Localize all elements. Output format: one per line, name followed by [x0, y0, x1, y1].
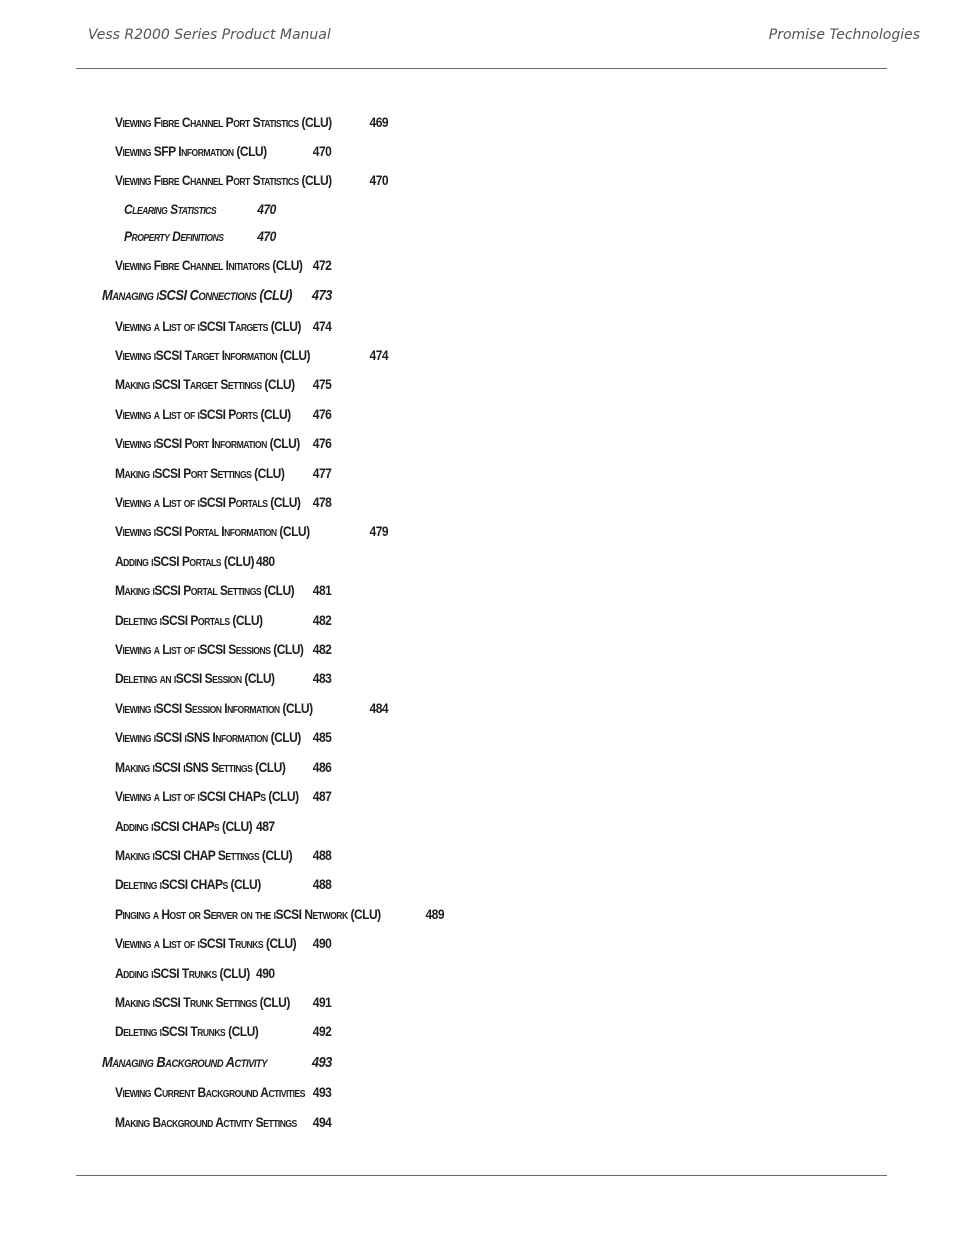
toc-entry-page: 475: [312, 376, 332, 392]
toc-entry[interactable]: [115, 1023, 332, 1039]
toc-entry-title: Adding iSCSI Portals (CLU): [115, 553, 255, 569]
toc-entry-page: 490: [256, 965, 275, 981]
toc-entry-page: 484: [369, 700, 389, 716]
running-header-title: Vess R2000 Series Product Manual: [88, 27, 331, 43]
toc-entry-title: Deleting iSCSI CHAPs (CLU): [115, 876, 261, 892]
toc-entry[interactable]: [115, 847, 332, 863]
toc-entry[interactable]: [115, 465, 332, 481]
toc-entry[interactable]: [115, 788, 332, 804]
toc-entry-title: Viewing iSCSI Session Information (CLU): [115, 700, 313, 716]
toc-entry[interactable]: [115, 876, 332, 892]
toc-entry-title: Adding iSCSI Trunks (CLU): [115, 965, 250, 981]
toc-entry-page: 479: [369, 523, 389, 539]
toc-entry[interactable]: [124, 228, 276, 244]
toc-entry-title: Viewing iSCSI Target Information (CLU): [115, 347, 311, 363]
toc-entry-page: 476: [312, 435, 332, 451]
toc-entry-page: 492: [312, 1023, 332, 1039]
toc-entry-title: Viewing a List of iSCSI CHAPs (CLU): [115, 788, 299, 804]
toc-entry[interactable]: [115, 641, 332, 657]
toc-entry-page: 485: [312, 729, 332, 745]
toc-entry-page: 481: [312, 582, 332, 598]
toc-entry-page: 488: [312, 847, 332, 863]
toc-entry-page: 477: [312, 465, 332, 481]
toc-entry-title: Making iSCSI iSNS Settings (CLU): [115, 759, 286, 775]
toc-entry-page: 470: [257, 201, 276, 217]
toc-entry-page: 473: [311, 287, 332, 304]
toc-entry-page: 491: [312, 994, 332, 1010]
toc-entry-title: Making iSCSI Target Settings (CLU): [115, 376, 295, 392]
toc-entry[interactable]: [115, 1114, 332, 1130]
toc-entry-page: 487: [312, 788, 332, 804]
toc-entry[interactable]: [115, 318, 332, 334]
toc-entry-title: Viewing a List of iSCSI Ports (CLU): [115, 406, 291, 422]
toc-entry-title: Viewing Fibre Channel Port Statistics (CLU): [115, 172, 332, 188]
toc-entry[interactable]: [115, 376, 332, 392]
toc-entry-page: 470: [312, 143, 332, 159]
toc-entry-page: 482: [312, 641, 332, 657]
toc-entry-title: Making Background Activity Settings: [115, 1114, 297, 1130]
toc-entry-page: 478: [312, 494, 332, 510]
toc-entry-page: 472: [312, 257, 332, 273]
toc-entry-title: Making iSCSI CHAP Settings (CLU): [115, 847, 293, 863]
running-header-company: Promise Technologies: [768, 27, 920, 43]
toc-entry-title: Deleting iSCSI Trunks (CLU): [115, 1023, 259, 1039]
toc-entry-title: Adding iSCSI CHAPs (CLU): [115, 818, 253, 834]
toc-entry-page: 493: [311, 1054, 332, 1071]
toc-entry-page: 480: [256, 553, 275, 569]
toc-entry-title: Property Definitions: [124, 228, 224, 244]
toc-entry-title: Viewing a List of iSCSI Targets (CLU): [115, 318, 301, 334]
toc-entry-title: Viewing SFP Information (CLU): [115, 143, 267, 159]
toc-entry[interactable]: [115, 582, 332, 598]
toc-entry-page: 489: [425, 906, 445, 922]
toc-entry-page: 482: [312, 612, 332, 628]
toc-entry[interactable]: [115, 935, 332, 951]
toc-entry-page: 474: [312, 318, 332, 334]
toc-entry-title: Viewing a List of iSCSI Trunks (CLU): [115, 935, 297, 951]
toc-entry[interactable]: [102, 287, 332, 304]
toc-entry[interactable]: [115, 406, 332, 422]
toc-entry[interactable]: [115, 435, 332, 451]
toc-entry[interactable]: [115, 553, 275, 569]
toc-entry-title: Viewing Current Background Activities: [115, 1084, 305, 1100]
toc-entry[interactable]: [115, 612, 332, 628]
toc-entry-title: Managing iSCSI Connections (CLU): [102, 287, 292, 304]
toc-entry[interactable]: [115, 994, 332, 1010]
toc-entry-page: 487: [256, 818, 275, 834]
toc-entry-title: Making iSCSI Trunk Settings (CLU): [115, 994, 290, 1010]
toc-entry-page: 490: [312, 935, 332, 951]
toc-entry[interactable]: [115, 759, 332, 775]
toc-entry-title: Deleting iSCSI Portals (CLU): [115, 612, 263, 628]
toc-entry[interactable]: [115, 965, 275, 981]
toc-entry-title: Pinging a Host or Server on the iSCSI Network (CLU): [115, 906, 381, 922]
toc-entry-page: 474: [369, 347, 389, 363]
toc-entry-title: Viewing iSCSI Portal Information (CLU): [115, 523, 310, 539]
toc-entry-title: Making iSCSI Port Settings (CLU): [115, 465, 285, 481]
toc-entry[interactable]: [102, 1054, 332, 1071]
toc-entry-title: Viewing iSCSI iSNS Information (CLU): [115, 729, 301, 745]
toc-entry[interactable]: [115, 523, 389, 539]
toc-entry[interactable]: [115, 1084, 332, 1100]
toc-entry[interactable]: [115, 114, 389, 130]
toc-entry[interactable]: [115, 700, 389, 716]
toc-entry-page: 486: [312, 759, 332, 775]
toc-entry-page: 476: [312, 406, 332, 422]
toc-entry-page: 488: [312, 876, 332, 892]
toc-entry-title: Viewing Fibre Channel Port Statistics (CLU): [115, 114, 332, 130]
toc-entry-page: 494: [312, 1114, 332, 1130]
toc-entry[interactable]: [115, 729, 332, 745]
toc-entry-title: Viewing a List of iSCSI Portals (CLU): [115, 494, 301, 510]
toc-entry[interactable]: [115, 818, 275, 834]
toc-entry-title: Making iSCSI Portal Settings (CLU): [115, 582, 295, 598]
footer-rule: [76, 1175, 887, 1176]
toc-entry[interactable]: [115, 347, 389, 363]
toc-entry[interactable]: [115, 494, 332, 510]
toc-entry[interactable]: [115, 172, 389, 188]
toc-entry[interactable]: [124, 201, 276, 217]
toc-entry-page: 493: [312, 1084, 332, 1100]
toc-entry-title: Viewing iSCSI Port Information (CLU): [115, 435, 300, 451]
toc-entry-title: Clearing Statistics: [124, 201, 217, 217]
toc-entry[interactable]: [115, 143, 332, 159]
toc-entry-title: Managing Background Activity: [102, 1054, 268, 1071]
toc-entry-title: Deleting an iSCSI Session (CLU): [115, 670, 275, 686]
toc-entry-page: 469: [369, 114, 389, 130]
toc-entry[interactable]: [115, 670, 332, 686]
toc-entry-page: 483: [312, 670, 332, 686]
toc-entry-page: 470: [369, 172, 389, 188]
toc-entry[interactable]: [115, 906, 445, 922]
toc-entry[interactable]: [115, 257, 332, 273]
toc-entry-page: 470: [257, 228, 276, 244]
toc-entry-title: Viewing Fibre Channel Initiators (CLU): [115, 257, 303, 273]
toc-entry-title: Viewing a List of iSCSI Sessions (CLU): [115, 641, 304, 657]
